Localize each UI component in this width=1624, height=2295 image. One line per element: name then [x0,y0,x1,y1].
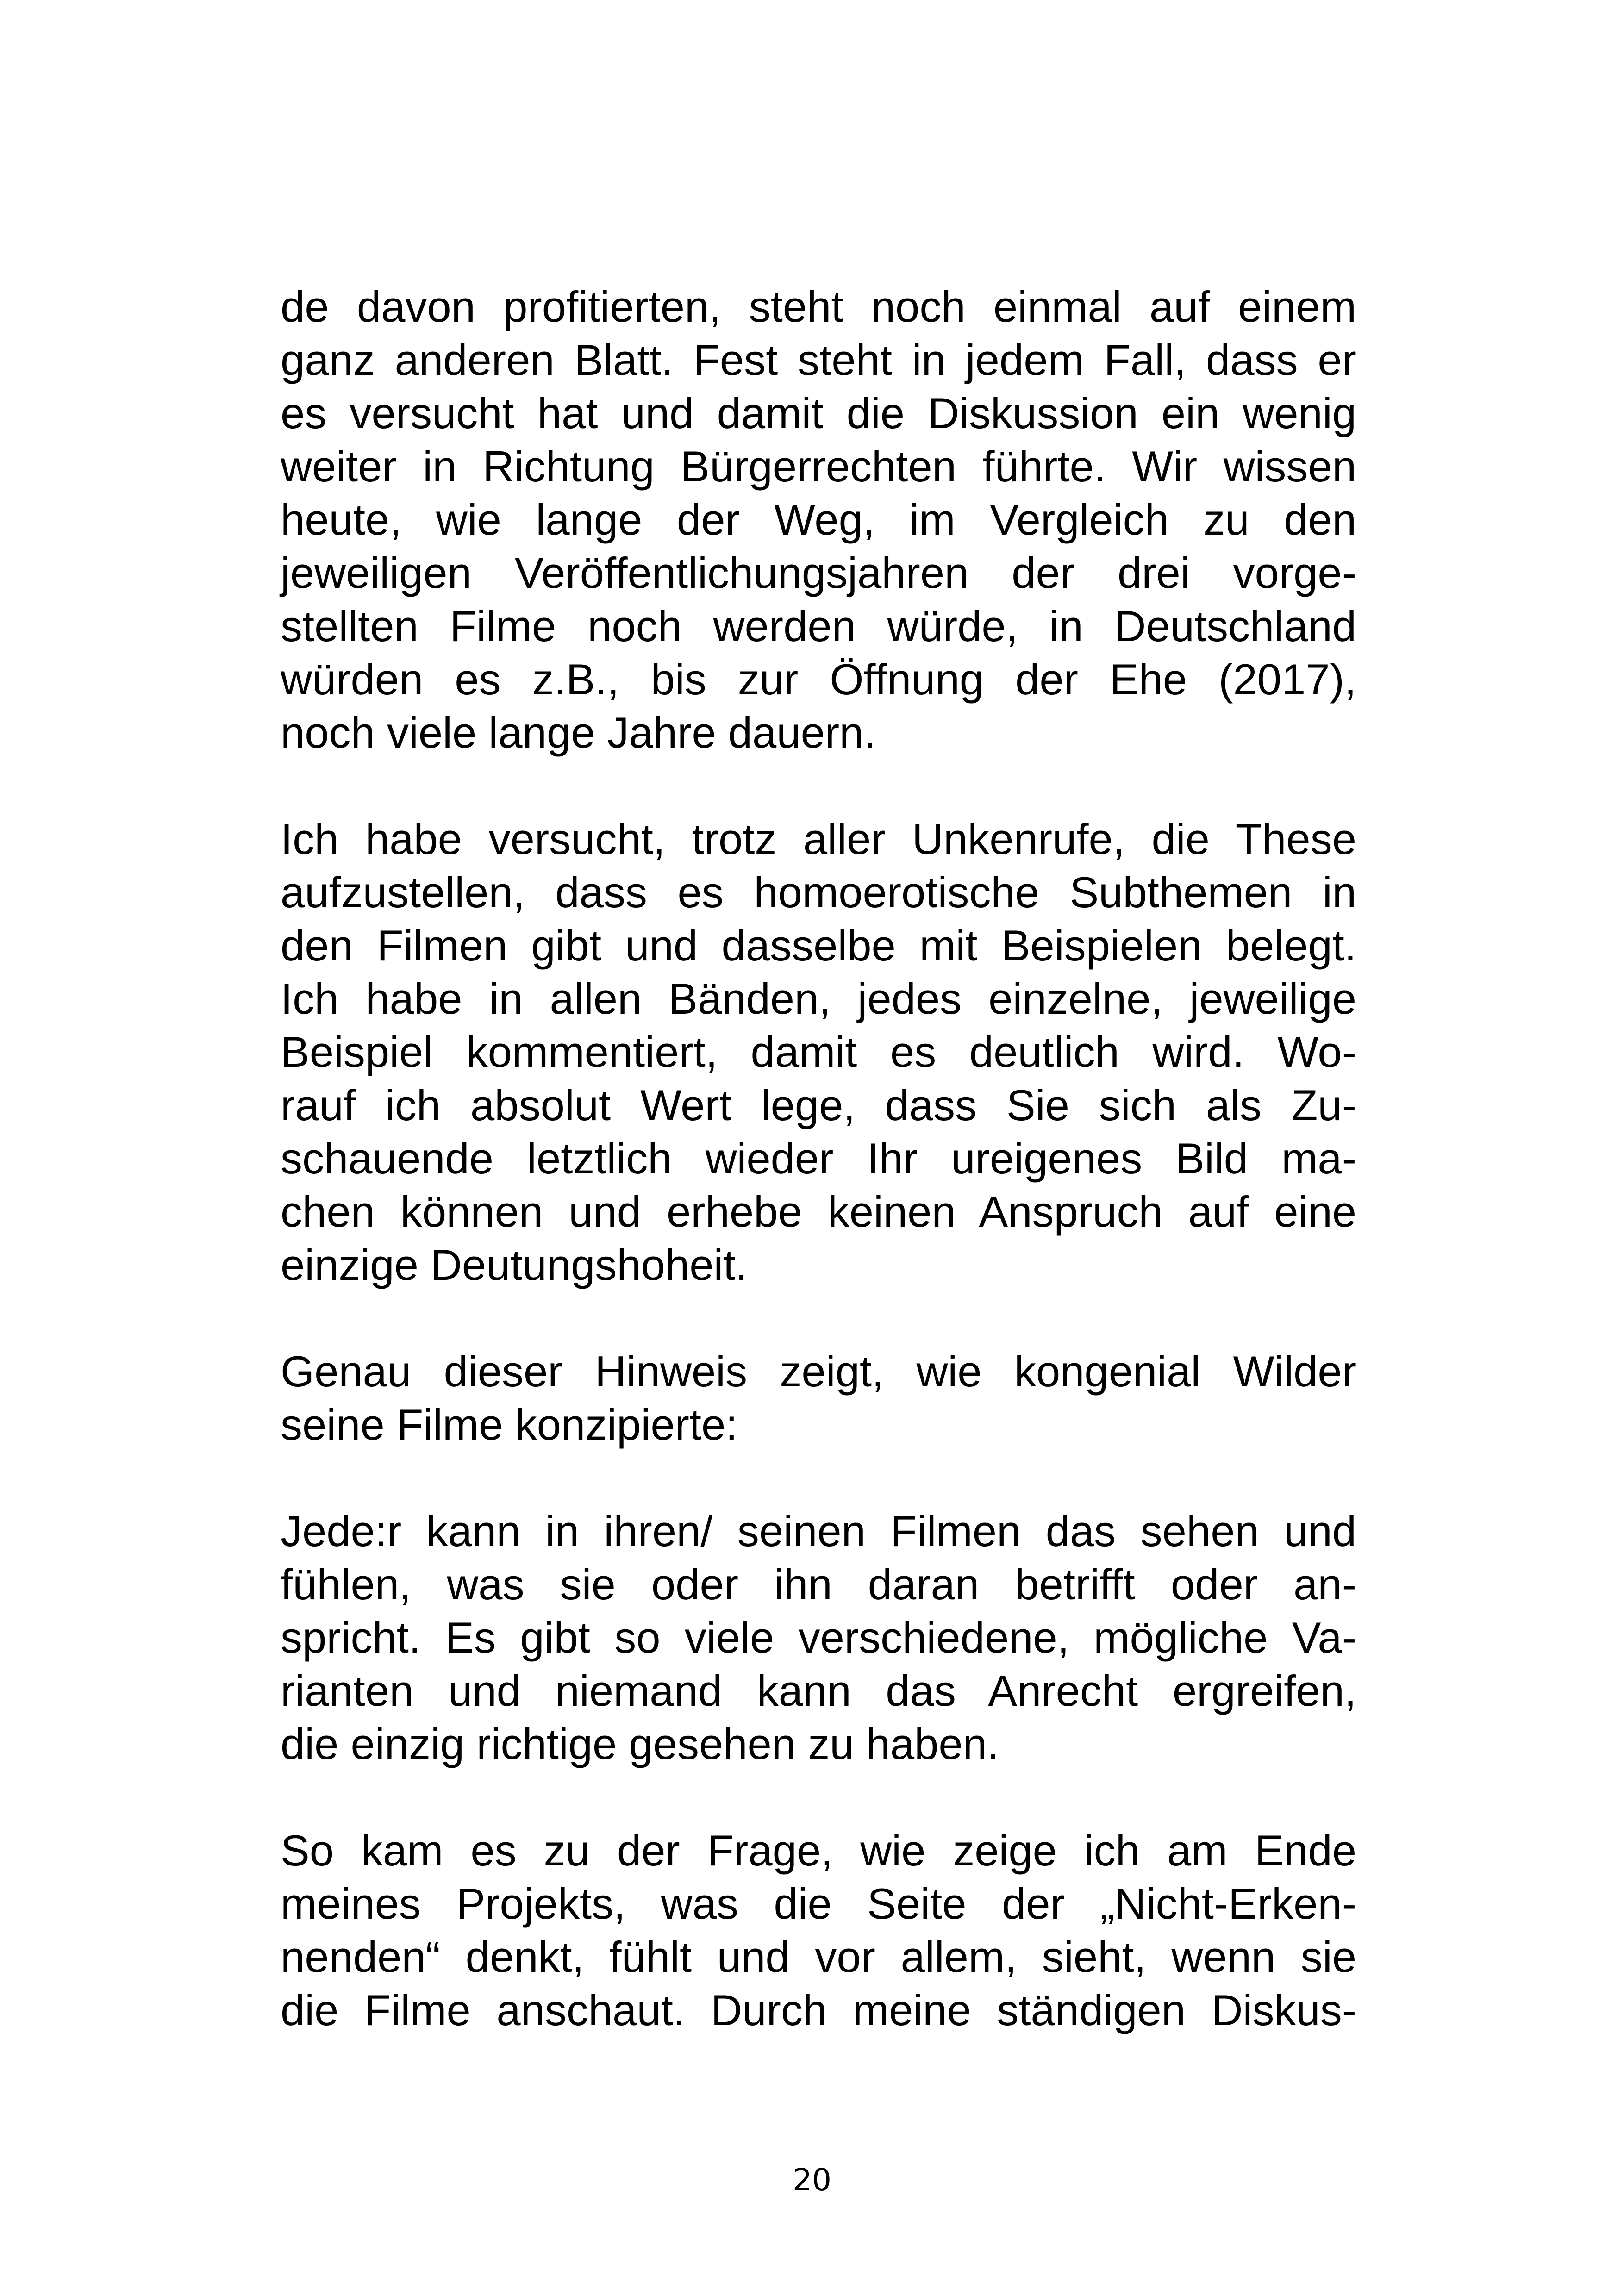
paragraph-5 [281,1824,1356,2037]
text-line: jeweiligen Veröffentlichungsjahren der drei vorge- [281,549,1356,597]
text-line: spricht. Es gibt so viele verschiedene, mögliche Va- [281,1613,1356,1662]
text-line: fühlen, was sie oder ihn daran betrifft oder an- [281,1560,1356,1609]
paragraph-1 [281,280,1356,759]
text-line: es versucht hat und damit die Diskussion ein wenig [281,389,1356,437]
text-line: Genau dieser Hinweis zeigt, wie kongenial Wilder [281,1347,1356,1396]
text-line: So kam es zu der Frage, wie zeige ich am Ende [281,1826,1356,1875]
text-line: den Filmen gibt und dasselbe mit Beispielen belegt. [281,921,1356,970]
text-line: stellten Filme noch werden würde, in Deutschland [281,602,1356,650]
text-line: rauf ich absolut Wert lege, dass Sie sich als Zu- [281,1081,1356,1129]
text-line: weiter in Richtung Bürgerrechten führte. Wir wissen [281,442,1356,491]
text-line: die einzig richtige gesehen zu haben. [281,1720,999,1768]
text-line: einzige Deutungshoheit. [281,1241,748,1289]
text-line: chen können und erhebe keinen Anspruch auf eine [281,1187,1356,1236]
text-line: Ich habe in allen Bänden, jedes einzelne, jeweilige [281,974,1356,1023]
text-line: meines Projekts, was die Seite der „Nicht-Erken- [281,1879,1356,1928]
text-line: aufzustellen, dass es homoerotische Subthemen in [281,868,1356,917]
paragraph-2 [281,812,1356,1291]
text-line: Beispiel kommentiert, damit es deutlich wird. Wo- [281,1028,1356,1076]
text-line: Ich habe versucht, trotz aller Unkenrufe, die These [281,815,1356,863]
page-number: 20 [793,2162,831,2198]
text-line: seine Filme konzipierte: [281,1400,738,1449]
paragraph-4 [281,1504,1356,1771]
text-line: ganz anderen Blatt. Fest steht in jedem Fall, dass er [281,336,1356,384]
text-line: heute, wie lange der Weg, im Vergleich zu den [281,495,1356,544]
text-line: de davon profitierten, steht noch einmal auf einem [281,282,1356,331]
text-line: würden es z.B., bis zur Öffnung der Ehe (2017), [281,655,1356,704]
text-line: die Filme anschaut. Durch meine ständigen Diskus- [281,1986,1356,2034]
text-line: noch viele lange Jahre dauern. [281,708,876,757]
text-line: rianten und niemand kann das Anrecht ergreifen, [281,1666,1356,1715]
paragraph-3 [281,1345,1356,1451]
text-line: Jede:r kann in ihren/ seinen Filmen das sehen und [281,1507,1356,1555]
text-line: nenden“ denkt, fühlt und vor allem, sieht, wenn sie [281,1933,1356,1981]
text-line: schauende letztlich wieder Ihr ureigenes Bild ma- [281,1134,1356,1183]
